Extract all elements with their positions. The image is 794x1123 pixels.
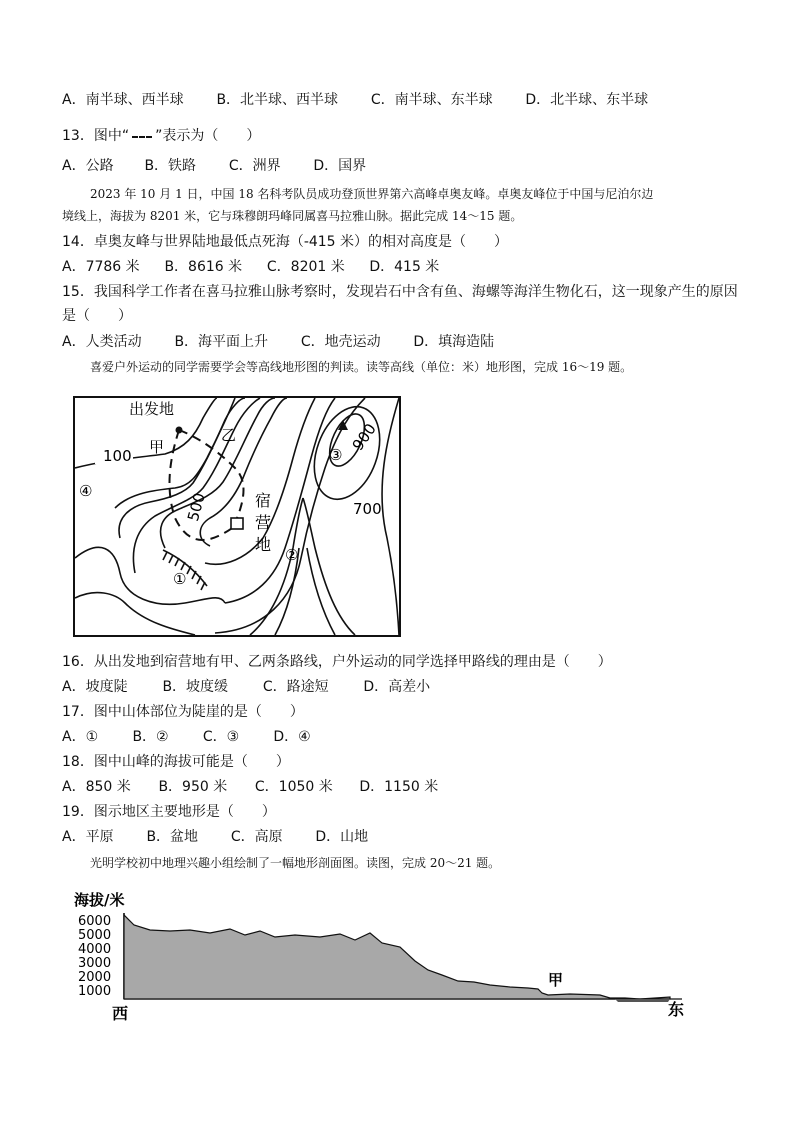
- intro-16-19: 喜爱户外运动的同学需要学会等高线地形图的判读。读等高线（单位：米）地形图，完成 16～19 题。: [90, 360, 633, 374]
- q17-option-d: D．④: [273, 729, 311, 745]
- q15-option-a: A．人类活动: [62, 334, 142, 350]
- q18-option-d: D．1150 米: [359, 779, 439, 795]
- q12-option-c: C．南半球、东半球: [370, 92, 493, 108]
- map-point-4: ④: [79, 482, 93, 500]
- q16-stem: 16．从出发地到宿营地有甲、乙两条路线，户外运动的同学选择甲路线的理由是（ ）: [62, 654, 612, 670]
- q16-option-d: D．高差小: [363, 679, 431, 695]
- contour-right-hill: [382, 398, 399, 635]
- q13-option-b: B．铁路: [144, 158, 197, 174]
- valley-mid-right: [307, 548, 335, 635]
- q19-stem: 19．图示地区主要地形是（ ）: [62, 804, 276, 820]
- camp-site-icon: [231, 518, 243, 529]
- intro-14-15-line-1: 2023 年 10 月 1 日，中国 18 名科考队员成功登顶世界第六高峰卓奥友峰。卓奥友峰位于中国与尼泊尔边: [90, 187, 654, 201]
- cliff-hatch-mark: [201, 582, 205, 590]
- q19-options: [62, 827, 368, 847]
- map-route-a-label: 甲: [149, 438, 165, 456]
- terrain-profile: [70, 885, 690, 1025]
- q18-stem: 18．图中山峰的海拔可能是（ ）: [62, 754, 290, 770]
- contour-label-500: 500: [184, 490, 209, 524]
- cliff-hatch-mark: [169, 555, 173, 563]
- cliff-hatch-mark: [181, 562, 185, 570]
- ytick-3000: 3000: [78, 956, 112, 971]
- q14-option-a: A．7786 米: [62, 259, 140, 275]
- q12-option-b: B．北半球、西半球: [216, 92, 339, 108]
- contour-map-svg: [75, 398, 399, 635]
- q13-option-d: D．国界: [313, 158, 367, 174]
- q19-option-b: B．盆地: [146, 829, 199, 845]
- q17-option-c: C．③: [202, 729, 240, 745]
- map-camp-label-1: 宿: [255, 491, 272, 510]
- contour-label-700: 700: [353, 500, 382, 518]
- q18-option-a: A．850 米: [62, 779, 131, 795]
- q18-options: [62, 777, 438, 797]
- q13-option-c: C．洲界: [228, 158, 281, 174]
- q12-option-d: D．北半球、东半球: [525, 92, 649, 108]
- ytick-2000: 2000: [78, 970, 112, 985]
- q19-option-a: A．平原: [62, 829, 114, 845]
- q15-option-d: D．填海造陆: [413, 334, 495, 350]
- profile-ylabel: 海拔/米: [74, 891, 125, 909]
- contour-inner-1: [119, 398, 245, 538]
- contour-sw-2: [75, 593, 195, 635]
- contour-map: [73, 396, 401, 637]
- profile-west-label: 西: [112, 1004, 129, 1023]
- q15-stem-line-2: 是（ ）: [62, 308, 132, 324]
- q15-stem-line-1: 15．我国科学工作者在喜马拉雅山脉考察时，发现岩石中含有鱼、海螺等海洋生物化石，这一现象产生的原因: [62, 284, 738, 300]
- q14-stem: 14．卓奥友峰与世界陆地最低点死海（-415 米）的相对高度是（ ）: [62, 234, 509, 250]
- q15-option-c: C．地壳运动: [300, 334, 381, 350]
- q13-options: [62, 156, 366, 176]
- q15-options: [62, 332, 494, 352]
- q14-option-d: D．415 米: [369, 259, 440, 275]
- q18-option-b: B．950 米: [158, 779, 228, 795]
- contour-label-900: 900: [348, 420, 380, 454]
- profile-east-label: 东: [668, 1000, 685, 1019]
- q15-option-b: B．海平面上升: [174, 334, 269, 350]
- contour-label-100: 100: [103, 447, 132, 465]
- terrain-fill: [124, 915, 670, 999]
- q17-option-b: B．②: [132, 729, 169, 745]
- q19-option-c: C．高原: [230, 829, 283, 845]
- map-route-b-label: 乙: [221, 426, 237, 444]
- map-point-1: ①: [173, 570, 187, 588]
- cliff-hatch-mark: [163, 552, 167, 560]
- ytick-4000: 4000: [78, 942, 112, 957]
- contour-inner-2: [133, 398, 260, 573]
- q12-options: [62, 90, 648, 110]
- q13-stem: [62, 126, 260, 146]
- contour-peak-outer: [302, 398, 391, 508]
- intro-14-15-line-2: 境线上，海拔为 8201 米，它与珠穆朗玛峰同属喜马拉雅山脉。据此完成 14～15 题。: [62, 209, 523, 223]
- q16-option-c: C．路途短: [262, 679, 329, 695]
- border-line-symbol-icon: [129, 131, 155, 141]
- q14-options: [62, 257, 439, 277]
- profile-point-label: 甲: [548, 971, 564, 989]
- q13-option-a: A．公路: [62, 158, 114, 174]
- cliff-hatch-mark: [175, 558, 179, 566]
- map-camp-label-3: 地: [255, 535, 272, 554]
- ytick-5000: 5000: [78, 928, 112, 943]
- q14-option-b: B．8616 米: [164, 259, 243, 275]
- q17-options: [62, 727, 311, 747]
- ytick-6000: 6000: [78, 914, 112, 929]
- ytick-1000: 1000: [78, 984, 112, 999]
- route-a-path: [169, 430, 235, 540]
- q16-option-b: B．坡度缓: [162, 679, 229, 695]
- q16-option-a: A．坡度陡: [62, 679, 128, 695]
- map-point-3: ③: [329, 446, 343, 464]
- q12-option-a: A．南半球、西半球: [62, 92, 184, 108]
- map-point-2: ②: [285, 546, 299, 564]
- profile-yticks: [78, 914, 111, 999]
- q16-options: [62, 677, 430, 697]
- intro-20-21: 光明学校初中地理兴趣小组绘制了一幅地形剖面图。读图，完成 20～21 题。: [90, 856, 501, 870]
- map-start-label: 出发地: [129, 400, 175, 418]
- q14-option-c: C．8201 米: [266, 259, 345, 275]
- contour-sw: [75, 547, 225, 604]
- terrain-profile-svg: [70, 885, 690, 1025]
- q17-stem: 17．图中山体部位为陡崖的是（ ）: [62, 704, 304, 720]
- q13-prefix: 13．图中“: [62, 128, 130, 144]
- map-camp-label-2: 营: [255, 513, 272, 532]
- start-point-icon: [176, 427, 183, 434]
- q18-option-c: C．1050 米: [254, 779, 333, 795]
- q17-option-a: A．①: [62, 729, 99, 745]
- terrain-low-fill: [615, 999, 670, 1002]
- q19-option-d: D．山地: [315, 829, 369, 845]
- q13-suffix: ”表示为（ ）: [155, 128, 261, 144]
